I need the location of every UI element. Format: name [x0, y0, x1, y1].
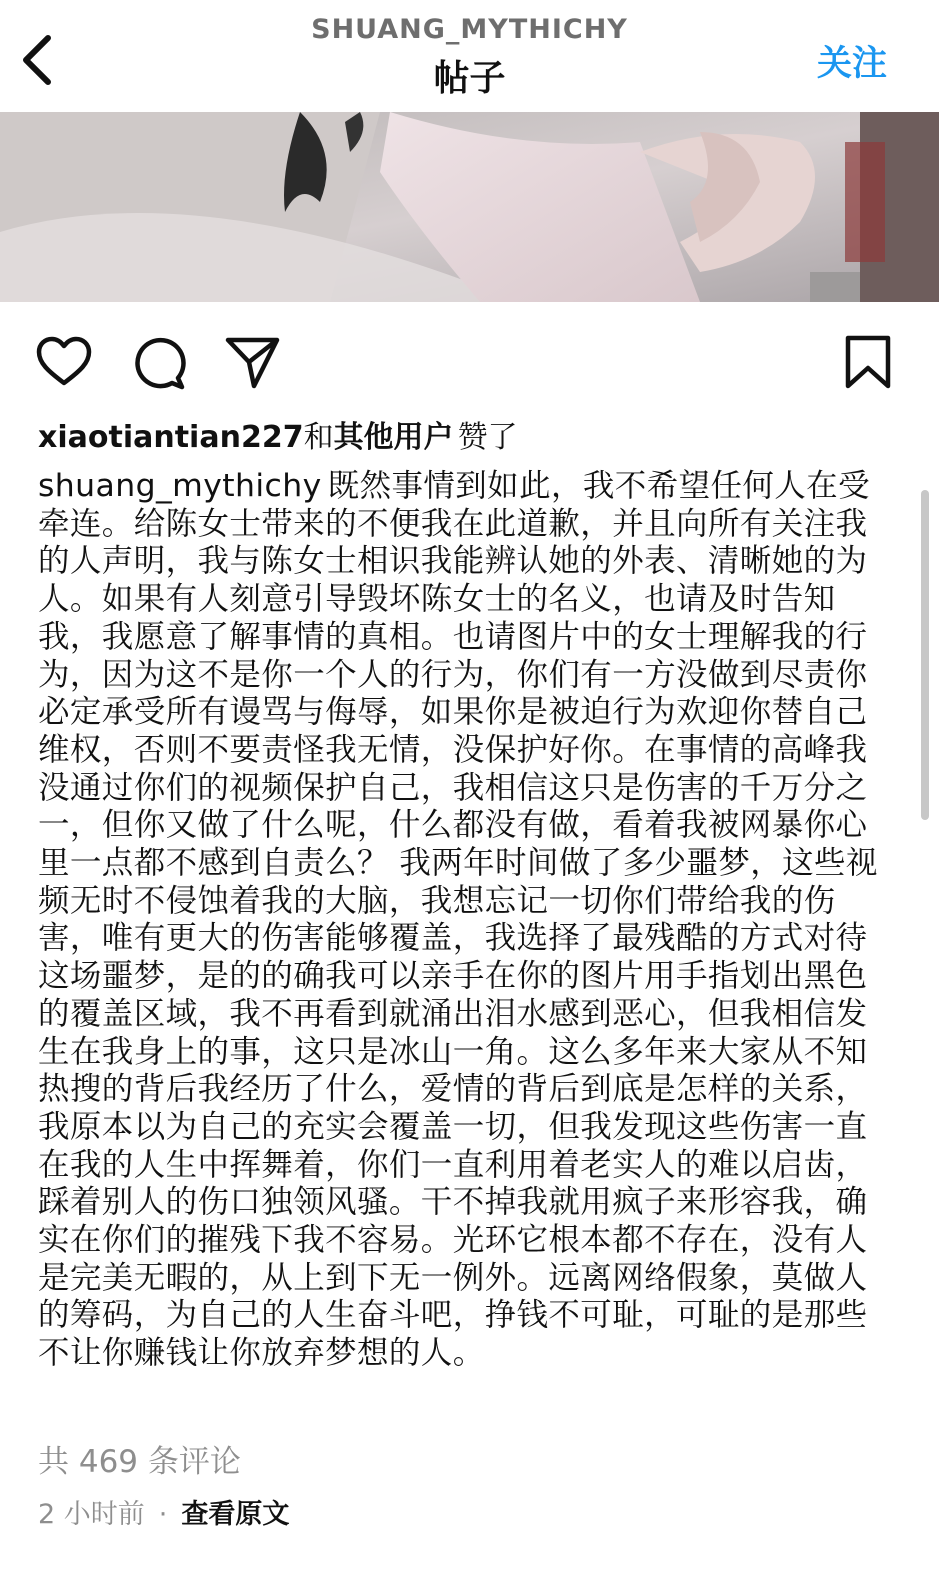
follow-button[interactable]: 关注: [816, 44, 887, 84]
post-caption: [38, 468, 890, 1373]
share-button[interactable]: [222, 332, 282, 392]
comment-button[interactable]: [128, 332, 188, 392]
save-button[interactable]: [838, 332, 898, 392]
meta-separator: ·: [158, 1499, 168, 1530]
send-icon: [222, 332, 282, 392]
see-original-button[interactable]: 查看原文: [181, 1499, 290, 1530]
caption-username[interactable]: shuang_mythichy: [38, 468, 322, 504]
top-bar: [0, 0, 939, 112]
post-time: 2 小时前: [38, 1499, 145, 1530]
view-comments-link[interactable]: 共 469 条评论: [38, 1444, 241, 1480]
caption-text: 既然事情到如此，我不希望任何人在受牵连。给陈女士带来的不便我在此道歉，并且向所有关注我的人声明，我与陈女士相识我能辨认她的外表、清晰她的为人。如果有人刻意引导毁坏陈女士的名义，也请及时告知我，我愿意了解事情的真相。也请图片中的女士理解我的行为，因为这不是你一个人的行为，你们有一方没做到尽责你必定承受所有谩骂与侮辱，如果你是被迫行为欢迎你替自己维权，否则不要责怪我无情，没保护好你。在事情的高峰我没通过你们的视频保护自己，我相信这只是伤害的千万分之一，但你又做了什么呢，什么都没有做，看着我被网暴你心里一点都不感到自责么？ 我两年时间做了多少噩梦，这些视频无时不侵蚀着我的大脑，我想忘记一切你们带给我的伤害，唯有更大的伤害能够覆盖，我选择了最残酷的方式对待这场噩梦，是的的确我可以亲手在你的图片用手指划出黑色的覆盖区域，我不再看到就涌出泪水感到恶心，但我相信发生在我身上的事，这只是冰山一角。这么多年来大家从不知热搜的背后我经历了什么，爱情的背后到底是怎样的关系，我原本以为自己的充实会覆盖一切，但我发现这些伤害一直在我的人生中挥舞着，你们一直利用着老实人的难以启齿，踩着别人的伤口独领风骚。干不掉我就用疯子来形容我，确实在你们的摧残下我不容易。光环它根本都不存在，没有人是完美无暇的，从上到下无一例外。远离网络假象，莫做人的筹码，为自己的人生奋斗吧，挣钱不可耻，可耻的是那些不让你赚钱让你放弃梦想的人。: [38, 468, 878, 1372]
likes-others[interactable]: 其他用户: [333, 420, 454, 455]
page-title: 帖子: [433, 58, 506, 99]
post-author-username[interactable]: SHUANG_MYTHICHY: [311, 14, 628, 45]
post-meta: [38, 1492, 289, 1531]
action-bar: [0, 318, 939, 400]
scrollbar[interactable]: [921, 490, 929, 820]
likes-summary[interactable]: [38, 412, 518, 456]
like-button[interactable]: [34, 332, 94, 392]
bookmark-icon: [838, 332, 898, 392]
likes-connector: 和: [303, 420, 334, 455]
comment-icon: [128, 332, 188, 392]
likes-suffix: 赞了: [457, 420, 518, 455]
liker-username[interactable]: xiaotiantian227: [38, 420, 304, 455]
post-image[interactable]: [0, 112, 939, 302]
heart-icon: [34, 332, 94, 392]
